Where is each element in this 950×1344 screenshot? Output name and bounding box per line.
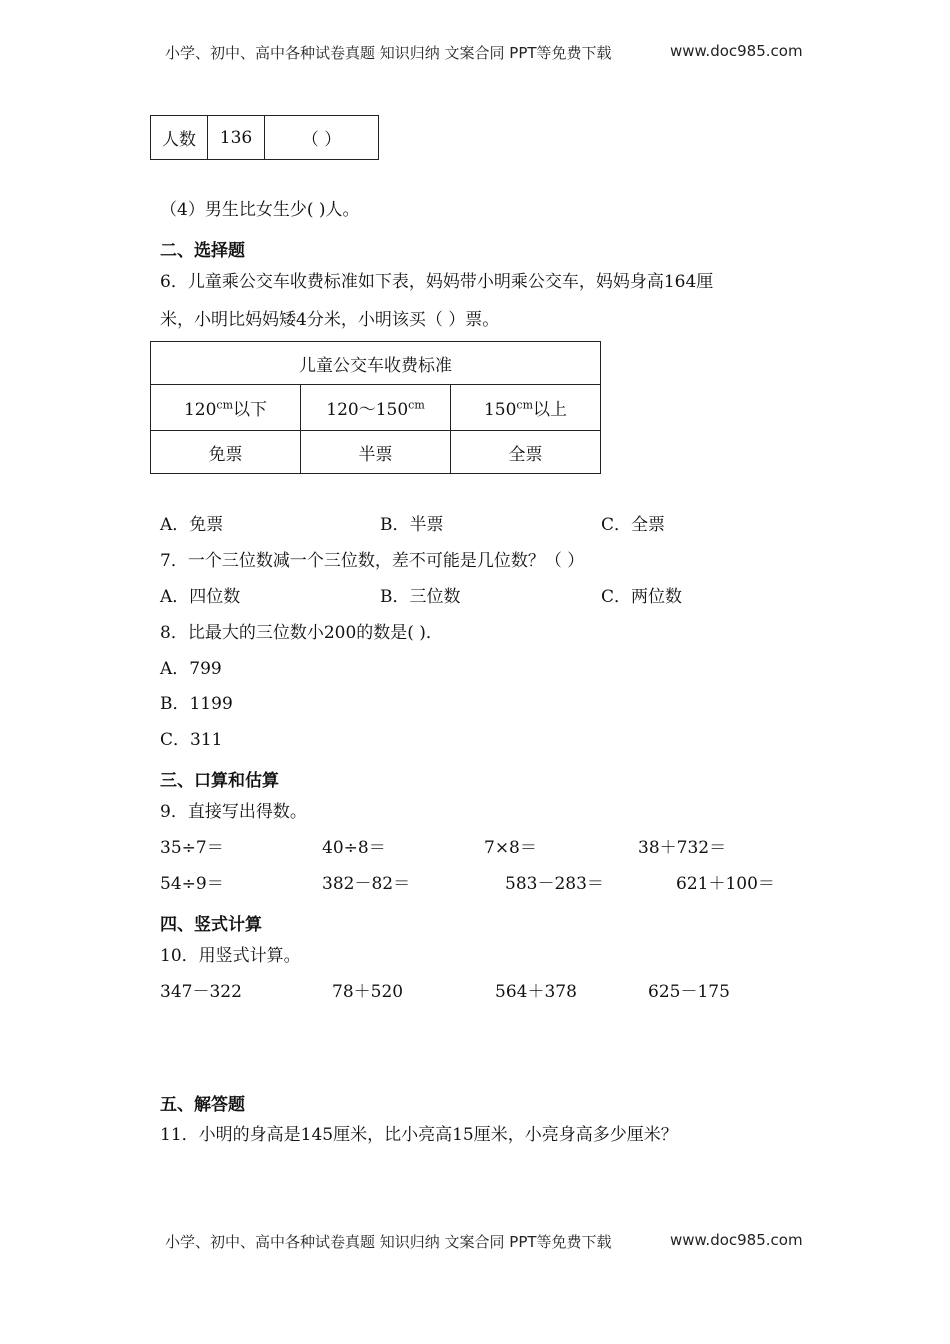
- header-text: 小学、初中、高中各种试卷真题 知识归纳 文案合同 PPT等免费下载: [165, 44, 612, 62]
- count-label: 人数: [151, 116, 208, 160]
- q10-item: 625－175: [648, 982, 730, 1002]
- q6-line2: 米，小明比妈妈矮4分米，小明该买（ ）票。: [160, 310, 500, 330]
- q9-item: 35÷7＝: [160, 838, 224, 858]
- fare-half: 半票: [301, 431, 451, 474]
- q8-stem: 8．比最大的三位数小200的数是( )．: [160, 623, 443, 643]
- fare-table: [150, 341, 601, 474]
- q7-option-c: C．两位数: [601, 587, 683, 607]
- header-url: www.doc985.com: [670, 42, 803, 60]
- q6-option-b: B．半票: [380, 515, 444, 535]
- q11-stem: 11．小明的身高是145厘米，比小亮高15厘米，小亮身高多少厘米？: [160, 1125, 678, 1145]
- count-blank: （ ）: [265, 116, 379, 160]
- section-2-title: 二、选择题: [160, 241, 245, 261]
- footer-text: 小学、初中、高中各种试卷真题 知识归纳 文案合同 PPT等免费下载: [165, 1233, 612, 1251]
- q6-option-a: A．免票: [160, 515, 224, 535]
- fare-header-3: $150^{cm}$以上: [451, 385, 601, 431]
- q8-option-a: A．799: [160, 659, 222, 679]
- q9-item: 40÷8＝: [322, 838, 386, 858]
- fare-table-title: 儿童公交车收费标准: [151, 342, 601, 385]
- q9-item: 38＋732＝: [638, 838, 727, 858]
- fare-header-1: $120^{cm}$以下: [151, 385, 301, 431]
- q8-option-c: C．311: [160, 730, 223, 750]
- q9-stem: 9．直接写出得数。: [160, 802, 307, 822]
- q8-option-b: B．1199: [160, 694, 233, 714]
- q5-4: （4）男生比女生少( )人。: [160, 200, 360, 220]
- section-4-title: 四、竖式计算: [160, 915, 262, 935]
- q6-line1: 6．儿童乘公交车收费标准如下表，妈妈带小明乘公交车，妈妈身高164厘: [160, 272, 714, 292]
- fare-full: 全票: [451, 431, 601, 474]
- count-table: [150, 115, 379, 160]
- q7-stem: 7．一个三位数减一个三位数，差不可能是几位数？（ ）: [160, 551, 585, 571]
- footer-url: www.doc985.com: [670, 1231, 803, 1249]
- q9-item: 7×8＝: [484, 838, 537, 858]
- q6-option-c: C．全票: [601, 515, 666, 535]
- section-5-title: 五、解答题: [160, 1095, 245, 1115]
- q7-option-a: A．四位数: [160, 587, 241, 607]
- q10-item: 347－322: [160, 982, 242, 1002]
- fare-header-2: $120\sim 150^{cm}$: [301, 385, 451, 431]
- q10-stem: 10．用竖式计算。: [160, 946, 301, 966]
- q9-item: 382－82＝: [322, 874, 411, 894]
- q10-item: 564＋378: [495, 982, 577, 1002]
- section-3-title: 三、口算和估算: [160, 771, 279, 791]
- fare-free: 免票: [151, 431, 301, 474]
- q10-item: 78＋520: [332, 982, 404, 1002]
- q9-item: 583－283＝: [505, 874, 604, 894]
- q9-item: 54÷9＝: [160, 874, 224, 894]
- q9-item: 621＋100＝: [676, 874, 775, 894]
- q7-option-b: B．三位数: [380, 587, 461, 607]
- count-value: 136: [208, 116, 265, 160]
